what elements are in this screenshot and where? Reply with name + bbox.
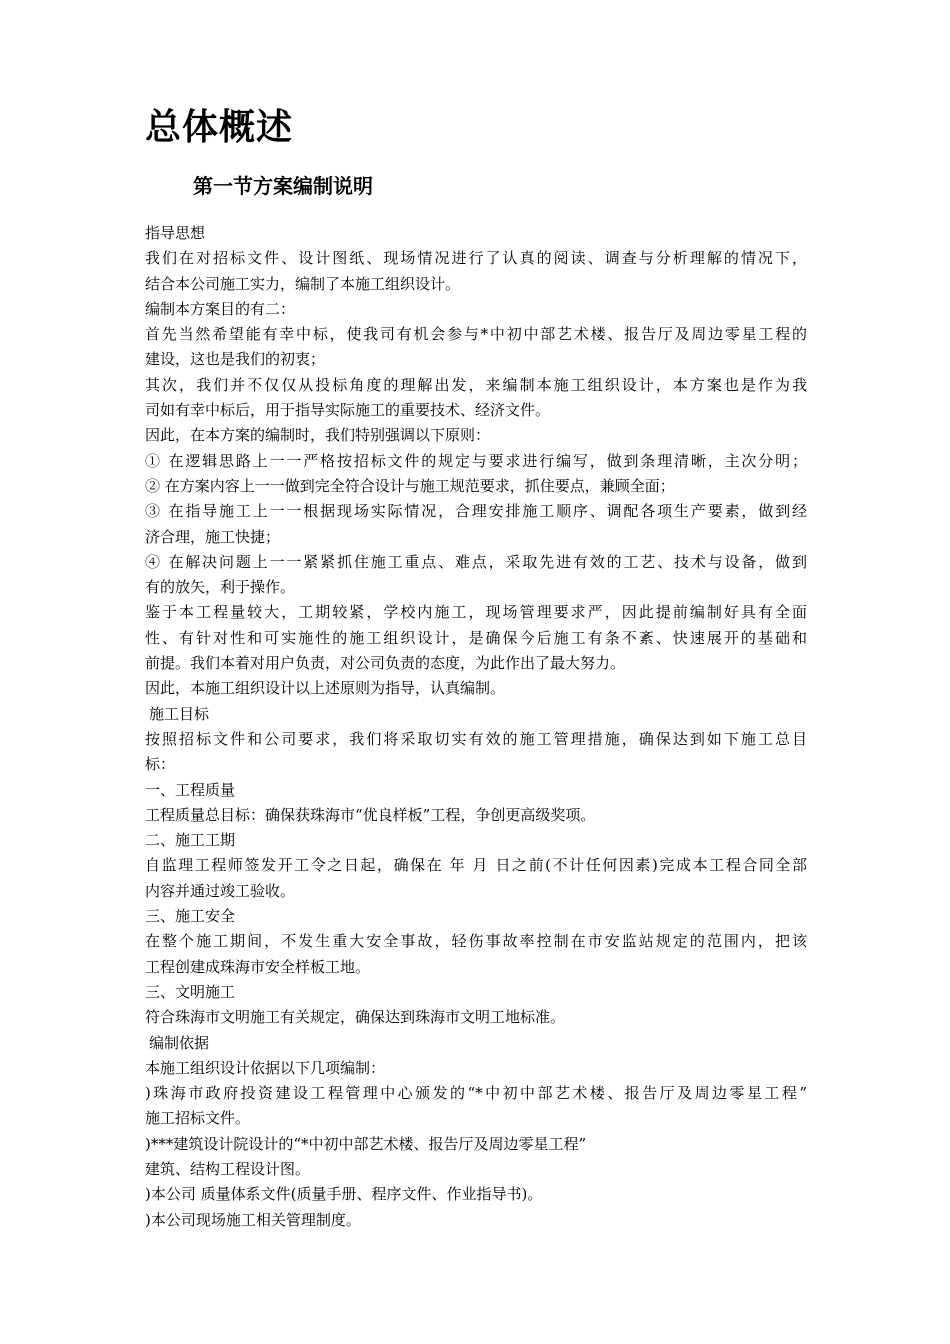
text-line: 因此，在本方案的编制时，我们特别强调以下原则： (145, 426, 491, 445)
text-line: 符合珠海市文明施工有关规定，确保达到珠海市文明工地标准。 (145, 1008, 566, 1027)
text-line: 结合本公司施工实力，编制了本施工组织设计。 (145, 274, 461, 293)
text-line: 自监理工程师签发开工令之日起，确保在 年 月 日之前(不计任何因素)完成本工程合同全部 (145, 856, 807, 875)
text-line: 一、工程质量 (145, 780, 236, 799)
text-line: 首先当然希望能有幸中标，使我司有机会参与*中初中部艺术楼、报告厅及周边零星工程的 (145, 325, 807, 344)
text-line: 有的放矢，利于操作。 (145, 578, 296, 597)
text-line: 因此，本施工组织设计以上述原则为指导，认真编制。 (145, 679, 506, 698)
text-line: 其次，我们并不仅仅从投标角度的理解出发，来编制本施工组织设计，本方案也是作为我 (145, 375, 807, 394)
text-line: 建筑、结构工程设计图。 (145, 1159, 311, 1178)
text-line: 三、文明施工 (145, 982, 236, 1001)
text-line: )本公司 质量体系文件(质量手册、程序文件、作业指导书)。 (145, 1185, 543, 1204)
text-line: 工程创建成珠海市安全样板工地。 (145, 957, 371, 976)
text-line: 建设，这也是我们的初衷； (145, 350, 326, 369)
text-line: )***建筑设计院设计的“*中初中部艺术楼、报告厅及周边零星工程” (145, 1134, 587, 1153)
text-line: 性、有针对性和可实施性的施工组织设计，是确保今后施工有条不紊、快速展开的基础和 (145, 628, 807, 647)
text-line: 我们在对招标文件、设计图纸、现场情况进行了认真的阅读、调查与分析理解的情况下， (145, 249, 807, 268)
body-text (145, 221, 807, 1233)
text-line: 鉴于本工程量较大，工期较紧，学校内施工，现场管理要求严，因此提前编制好具有全面 (145, 603, 807, 622)
text-line: 施工招标文件。 (145, 1109, 251, 1128)
text-line: 标： (145, 755, 176, 774)
text-line: 济合理，施工快捷； (145, 527, 281, 546)
text-line: 施工目标 (149, 704, 210, 723)
text-line: 指导思想 (145, 224, 206, 242)
text-line: )本公司现场施工相关管理制度。 (145, 1210, 361, 1229)
text-line: ② 在方案内容上一一做到完全符合设计与施工规范要求，抓住要点，兼顾全面； (145, 476, 675, 495)
text-line: 司如有幸中标后，用于指导实际施工的重要技术、经济文件。 (145, 401, 551, 420)
text-line: 本施工组织设计依据以下几项编制： (145, 1058, 386, 1077)
text-line: 编制依据 (149, 1033, 210, 1052)
section-title: 第一节方案编制说明 (193, 174, 373, 198)
text-line: 三、施工安全 (145, 907, 236, 926)
text-line: 二、施工工期 (145, 831, 236, 850)
text-line: ③ 在指导施工上一一根据现场实际情况，合理安排施工顺序、调配各项生产要素，做到经 (145, 502, 807, 521)
text-line: 编制本方案目的有二： (145, 299, 296, 318)
text-line: ① 在逻辑思路上一一严格按招标文件的规定与要求进行编写，做到条理清晰，主次分明； (145, 451, 807, 470)
text-line: 工程质量总目标：确保获珠海市“优良样板”工程，争创更高级奖项。 (145, 805, 596, 824)
text-line: ④ 在解决问题上一一紧紧抓住施工重点、难点，采取先进有效的工艺、技术与设备，做到 (145, 552, 807, 571)
text-line: 在整个施工期间，不发生重大安全事故，轻伤事故率控制在市安监站规定的范围内，把该 (145, 932, 807, 951)
text-line: )珠海市政府投资建设工程管理中心颁发的“*中初中部艺术楼、报告厅及周边零星工程” (145, 1084, 807, 1103)
text-line: 内容并通过竣工验收。 (145, 881, 296, 900)
text-line: 按照招标文件和公司要求，我们将采取切实有效的施工管理措施，确保达到如下施工总目 (145, 729, 807, 748)
text-line: 前提。我们本着对用户负责，对公司负责的态度，为此作出了最大努力。 (145, 654, 626, 673)
document-title: 总体概述 (145, 107, 294, 148)
